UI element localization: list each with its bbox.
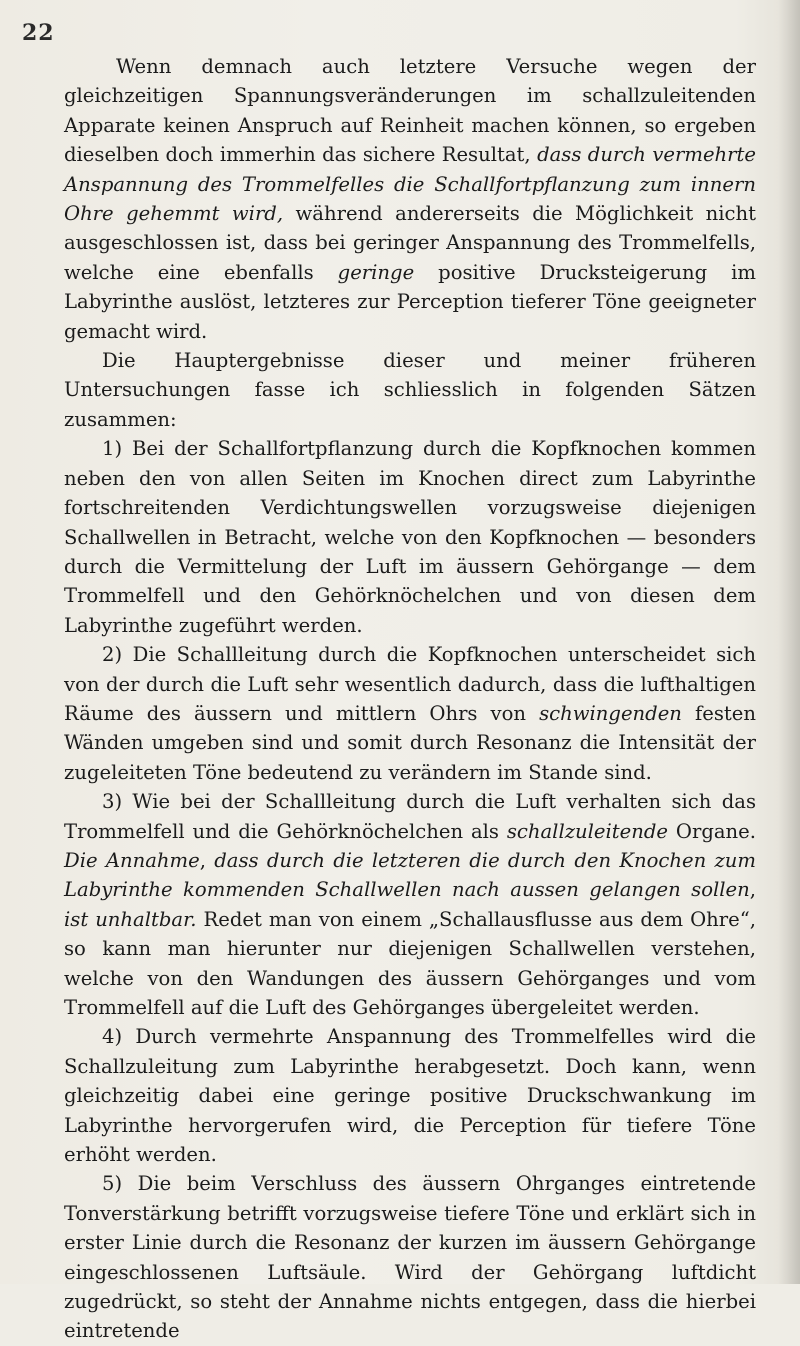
paragraph [64,1169,756,1345]
text-run: 1) Bei der Schallfortpflanzung durch die Kopfknochen kommen neben den von allen Seiten im Knochen direct zum Labyrinthe fortschreitenden Verdichtungswellen vorzugsweise diejenigen Schallwellen in Betracht, welche von den Kopfknochen — besonders durch die Vermittelung der Luft im äussern Gehörgange — dem Trommelfell und den Gehörknöchelchen und von diesen dem Labyrinthe zugeführt werden. [64,437,756,637]
paragraph [64,640,756,787]
italic-text: dass durch vermehrte Anspannung des Trommelfelles die Schallfortpflanzung zum innern Ohre gehemmt wird, [64,143,756,226]
text-run: 2) Die Schallleitung durch die Kopfknochen unterscheidet sich von der durch die Luft sehr wesentlich dadurch, dass die lufthaltigen Räume des äussern und mittlern Ohrs von [64,643,756,725]
text-run: Wenn demnach auch letztere Versuche wegen der gleichzeitigen Spannungsveränderungen im schallzuleitenden Apparate keinen Anspruch auf Reinheit machen können, so ergeben dieselben doch immerhin das sichere Resultat, [64,55,756,167]
paragraph [64,346,756,434]
page-number: 22 [22,20,55,46]
paragraph [64,434,756,640]
text-run: 3) Wie bei der Schallleitung durch die Luft verhalten sich das Trommelfell und die Gehörknöchelchen als [64,790,756,843]
text-run: Organe. [668,819,756,843]
italic-text: dass durch die letzteren die durch den Knochen zum Labyrinthe kommenden Schallwellen nach aussen gelangen sollen [64,848,756,902]
text-run: während andererseits die Möglichkeit nicht ausgeschlossen ist, dass bei geringer Anspannung des Trommelfells, welche eine ebenfalls [64,202,756,284]
text-run: , [199,848,215,872]
text-run: , [749,878,756,902]
text-run: 4) Durch vermehrte Anspannung des Trommelfelles wird die Schallzuleitung zum Labyrinthe herabgesetzt. Doch kann, wenn gleichzeitig dabei eine geringe positive Druckschwankung im Labyrinthe hervorgerufen wird, die Perception für tiefere Töne erhöht werden. [64,1025,756,1167]
italic-text: geringe [337,260,415,284]
text-run: festen Wänden umgeben sind und somit durch Resonanz die Intensität der zugeleiteten Töne bedeutend zu verändern im Stande sind. [64,701,756,784]
italic-text: ist unhaltbar. [64,907,197,931]
page-edge-shadow [778,0,800,1284]
italic-text: Die Annahme [64,848,200,872]
text-run: 5) Die beim Verschluss des äussern Ohrganges eintretende Tonverstärkung betrifft vorzugsweise tiefere Töne und erklärt sich in erster Linie durch die Resonanz der kurzen im äussern Gehörgange eingeschlossenen Luftsäule. Wird der Gehörgang luftdicht zugedrückt, so steht der Annahme nichts entgegen, dass die hierbei eintretende [64,1172,756,1343]
italic-text: schwingenden [539,701,682,725]
italic-text: schallzuleitende [506,819,669,843]
paragraph [64,1022,756,1169]
text-run: Die Hauptergebnisse dieser und meiner früheren Untersuchungen fasse ich schliesslich in folgenden Sätzen zusammen: [64,349,756,431]
text-run: Redet man von einem „Schallausflusse aus dem Ohre“, so kann man hierunter nur diejenigen Schallwellen verstehen, welche von den Wandungen des äussern Gehörganges und vom Trommelfell auf die Luft des Gehörganges übergeleitet werden. [64,907,756,1019]
body-text [64,52,756,1346]
paragraph [64,52,756,346]
paragraph [64,787,756,1022]
text-run: positive Drucksteigerung im Labyrinthe auslöst, letzteres zur Perception tieferer Töne geeigneter gemacht wird. [64,260,756,343]
